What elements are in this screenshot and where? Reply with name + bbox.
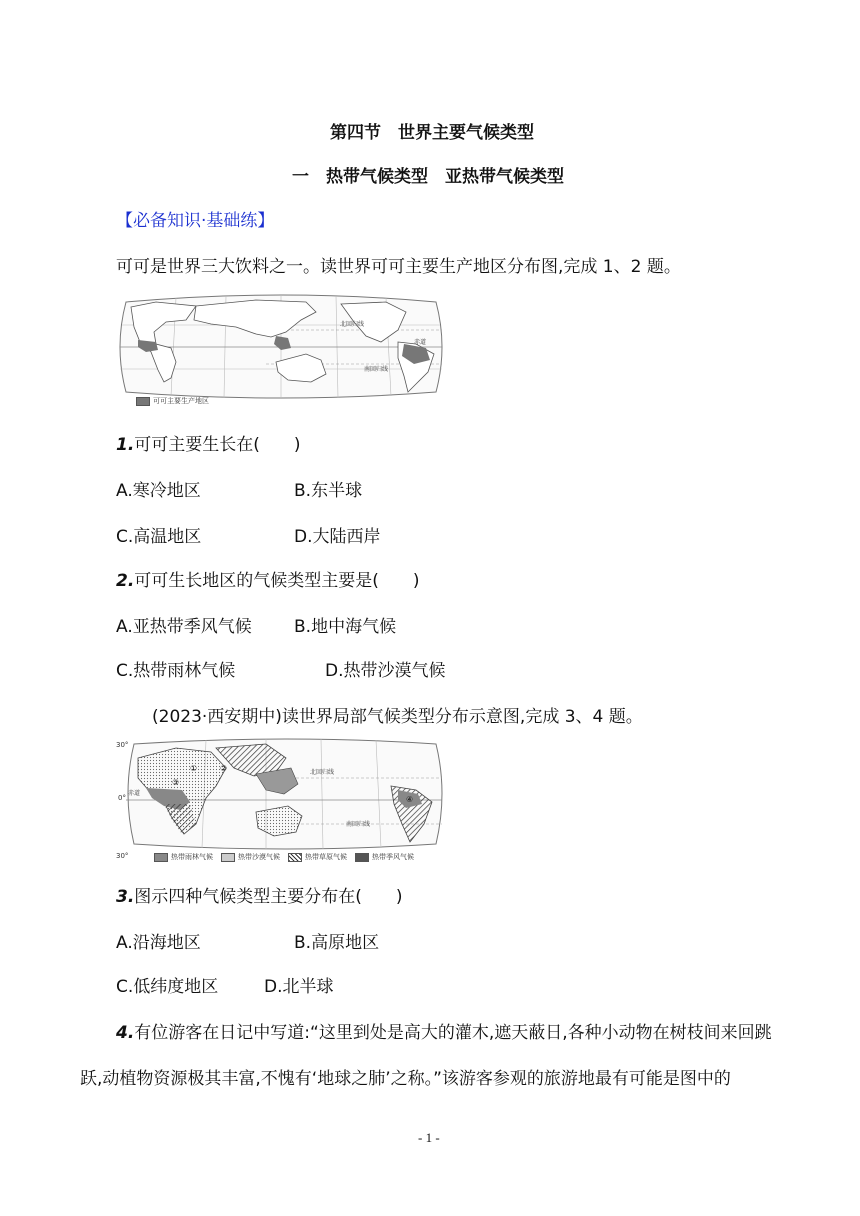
intro-text-1: 可可是世界三大饮料之一。读世界可可主要生产地区分布图,完成 1、2 题。 (116, 257, 681, 277)
map1-equator-label: 赤道 (414, 339, 427, 346)
q4-text-1: 有位游客在日记中写道:“这里到处是高大的灌木,遮天蔽日,各种小动物在树枝间来回跳 (134, 1023, 772, 1043)
q2-text: 可可生长地区的气候类型主要是( ) (134, 571, 420, 591)
q4-number: 4. (116, 1023, 135, 1043)
q3-stem (116, 882, 403, 907)
q1-option-d: D.大陆西岸 (294, 527, 381, 547)
map2-marker-4: ④ (406, 795, 414, 804)
legend-item-savanna: 热带草原气候 (288, 852, 347, 862)
legend-label-cocoa: 可可主要生产地区 (153, 397, 209, 405)
q3-number: 3. (116, 887, 135, 907)
section-title: 第四节 世界主要气候类型 (330, 123, 534, 143)
q1-text: 可可主要生长在( ) (134, 435, 301, 455)
q4-line-1 (116, 1018, 772, 1043)
map2-lat-s30: 30° (116, 852, 129, 860)
map2-lat-n30: 30° (116, 741, 129, 749)
q1-option-b: B.东半球 (294, 481, 363, 501)
map1-north-tropic-label: 北回归线 (340, 321, 365, 328)
map2-lat-0: 0° (118, 794, 126, 802)
q2-option-b: B.地中海气候 (294, 617, 397, 637)
subsection-title: 一 热带气候类型 亚热带气候类型 (292, 167, 564, 187)
q2-stem (116, 566, 420, 591)
map2-marker-3: ③ (172, 778, 180, 787)
q1-number: 1. (116, 435, 135, 455)
cocoa-map (116, 292, 446, 412)
q4-line-2: 跃,动植物资源极其丰富,不愧有‘地球之肺’之称。”该游客参观的旅游地最有可能是图中的 (80, 1069, 731, 1089)
q1-option-c: C.高温地区 (116, 527, 202, 547)
map2-marker-2: ② (220, 764, 228, 773)
q3-option-d: D.北半球 (264, 977, 334, 997)
map1-legend (136, 396, 209, 406)
exercise-label: 【必备知识·基础练】 (116, 211, 275, 231)
legend-item-desert: 热带沙漠气候 (221, 852, 280, 862)
climate-map (116, 738, 446, 866)
q3-text: 图示四种气候类型主要分布在( ) (134, 887, 403, 907)
intro-text-2: (2023·西安期中)读世界局部气候类型分布示意图,完成 3、4 题。 (152, 707, 643, 727)
map2-south-tropic-label: 南回归线 (346, 821, 371, 828)
cocoa-map-figure (116, 292, 446, 412)
climate-map-figure (116, 738, 446, 866)
q2-option-a: A.亚热带季风气候 (116, 617, 252, 637)
q2-option-d: D.热带沙漠气候 (325, 661, 446, 681)
map2-equator-label: 赤道 (128, 790, 141, 797)
q1-option-a: A.寒冷地区 (116, 481, 201, 501)
q3-option-b: B.高原地区 (294, 933, 380, 953)
legend-item-monsoon: 热带季风气候 (355, 852, 414, 862)
q2-option-c: C.热带雨林气候 (116, 661, 236, 681)
q3-option-c: C.低纬度地区 (116, 977, 219, 997)
page-number: - 1 - (418, 1130, 440, 1145)
legend-item-rainforest: 热带雨林气候 (154, 852, 213, 862)
map2-legend (154, 852, 414, 862)
q3-option-a: A.沿海地区 (116, 933, 201, 953)
q1-stem (116, 430, 301, 455)
map2-marker-1: ① (190, 764, 198, 773)
map2-north-tropic-label: 北回归线 (310, 769, 335, 776)
map1-south-tropic-label: 南回归线 (364, 366, 389, 373)
legend-swatch-cocoa (136, 397, 150, 406)
q2-number: 2. (116, 571, 135, 591)
